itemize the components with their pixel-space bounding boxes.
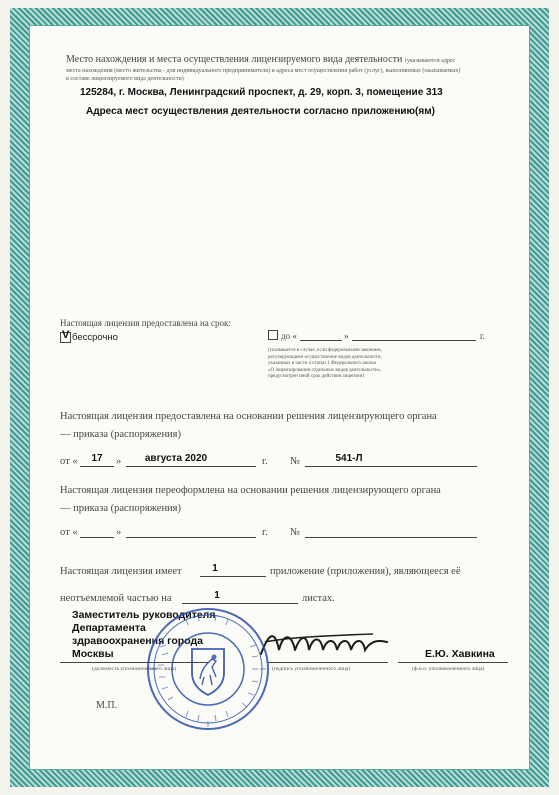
basis-number-label: № xyxy=(290,456,301,467)
term-label: Настоящая лицензия предоставлена на срок: xyxy=(60,318,231,328)
signer-position-line: Департамента xyxy=(72,622,146,634)
header-title: Место нахождения и места осуществления лицензируемого вида деятельности xyxy=(66,54,403,65)
basis-close-quote: » xyxy=(116,456,122,467)
until-date-line xyxy=(352,340,476,341)
mp-label: М.П. xyxy=(96,700,118,711)
name-line xyxy=(398,662,508,663)
basis-text-1: Настоящая лицензия предоставлена на основании решения лицензирующего органа xyxy=(60,411,437,422)
address-line: 125284, г. Москва, Ленинградский проспект, д. 29, корп. 3, помещение 313 xyxy=(80,87,443,98)
caption-signature: (подпись уполномоченного лица) xyxy=(272,666,351,672)
basis-text-2: — приказа (распоряжения) xyxy=(60,429,182,440)
term-note-line: предусмотрен иной срок действия лицензии) xyxy=(268,374,364,379)
reissue-date-line xyxy=(126,537,256,538)
annex-text-1: Настоящая лицензия имеет xyxy=(60,566,182,577)
address-note: Адреса мест осуществления деятельности согласно приложению(ям) xyxy=(86,106,435,117)
reissue-year-suffix: г. xyxy=(262,527,268,538)
reissue-number-line xyxy=(305,537,477,538)
reissue-text-2: — приказа (распоряжения) xyxy=(60,503,182,514)
caption-position: (должность уполномоченного лица) xyxy=(92,666,177,672)
basis-year-suffix: г. xyxy=(262,456,268,467)
reissue-day-line xyxy=(80,537,114,538)
reissue-number-label: № xyxy=(290,527,301,538)
annex-count: 1 xyxy=(212,563,218,574)
basis-number: 541-Л xyxy=(335,453,363,464)
term-note-line: указанных в части 4 статьи 1 Федерального закона xyxy=(268,361,376,366)
header-note-1: (указываются адрес xyxy=(404,58,456,64)
check-mark: V xyxy=(62,329,70,341)
basis-day: 17 xyxy=(91,453,103,464)
basis-from-label: от « xyxy=(60,456,78,467)
until-mid: » xyxy=(344,331,349,341)
official-stamp-seal xyxy=(146,607,270,731)
basis-day-line xyxy=(80,466,114,467)
term-note-line: регулирующими осуществление видов деятельности, xyxy=(268,354,382,360)
term-note-line: (указывается в случае, если федеральными законами, xyxy=(268,348,382,353)
header-note-2: места нахождения (место жительства - для индивидуального предпринимателя) и адреса мест осуществления работ (услуг), выполняемых (оказываемых) xyxy=(66,68,461,74)
annex-text-2: приложение (приложения), являющееся её xyxy=(270,566,461,577)
term-note xyxy=(268,348,458,381)
basis-number-line xyxy=(305,466,477,467)
signer-position-line: Москвы xyxy=(72,648,114,660)
annex-count-line xyxy=(200,576,266,577)
annex-text-4: листах. xyxy=(302,593,335,604)
until-day-line xyxy=(300,340,342,341)
basis-date-line xyxy=(126,466,256,467)
reissue-from-label: от « xyxy=(60,527,78,538)
until-suffix: г. xyxy=(480,331,485,341)
indefinite-label: бессрочно xyxy=(72,332,118,343)
until-checkbox[interactable] xyxy=(268,330,278,340)
header-note-3: в составе лицензируемого вида деятельности) xyxy=(66,76,184,82)
until-prefix: до « xyxy=(281,331,297,341)
basis-month-year: августа 2020 xyxy=(144,453,208,464)
caption-name: (ф.и.о. уполномоченного лица) xyxy=(412,666,485,672)
signer-name: Е.Ю. Хавкина xyxy=(425,648,495,660)
signer-position-line: Заместитель руководителя xyxy=(72,609,216,621)
term-note-line: «О лицензировании отдельных видов деятельности», xyxy=(268,367,382,373)
reissue-close-quote: » xyxy=(116,527,122,538)
annex-sheets: 1 xyxy=(214,590,220,601)
handwritten-signature xyxy=(255,620,395,666)
reissue-text-1: Настоящая лицензия переоформлена на основании решения лицензирующего органа xyxy=(60,485,441,496)
annex-text-3: неотъемлемой частью на xyxy=(60,593,172,604)
annex-sheets-line xyxy=(182,603,298,604)
signer-position-line: здравоохранения города xyxy=(72,635,203,647)
header-block xyxy=(66,54,496,65)
